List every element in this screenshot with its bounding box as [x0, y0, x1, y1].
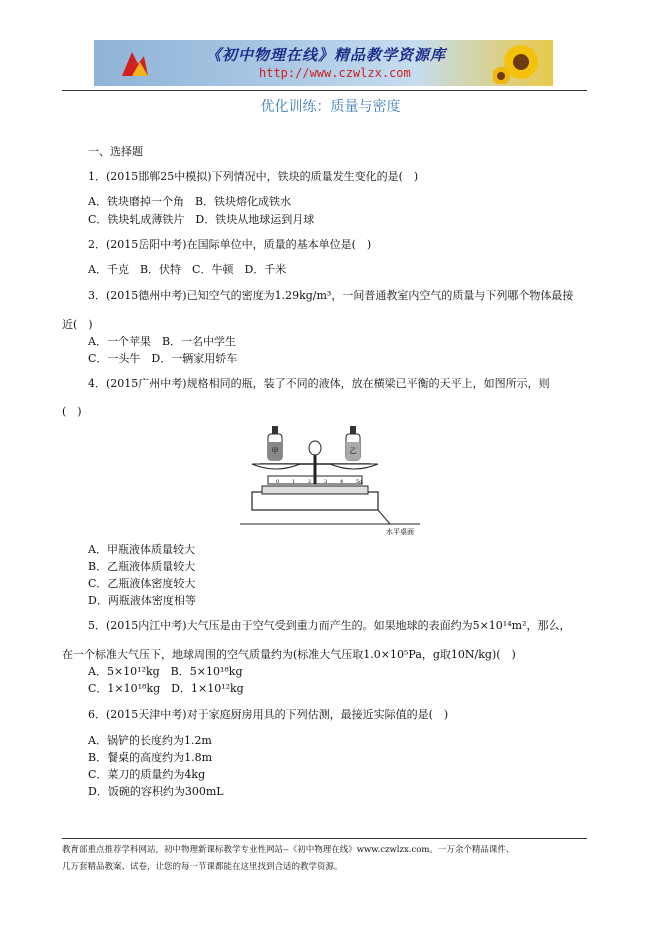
bottle-a-cap	[272, 426, 278, 434]
bottle-b-label: 乙	[349, 447, 357, 455]
banner-title: 《初中物理在线》精品教学资源库	[206, 46, 447, 64]
text-line: ( )	[62, 405, 82, 418]
footer-line-1: 教育部重点推荐学科网站，初中物理新课标教学专业性网站--《初中物理在线》www.czwlzx.com。一万余个精品课件、	[62, 845, 515, 855]
text-line: A．甲瓶液体质量较大	[88, 543, 195, 556]
balance-figure	[240, 420, 420, 536]
footer-line-2: 几万套精品教案、试卷，让您的每一节课都能在这里找到合适的教学资源。	[62, 862, 343, 872]
text-line: 在一个标准大气压下，地球周围的空气质量约为(标准大气压取1.0×10⁵Pa，g取10N/kg)( )	[62, 648, 516, 661]
site-logo	[118, 46, 152, 80]
section-heading: 一、选择题	[88, 145, 143, 158]
text-line: A．千克 B．伏特 C．牛顿 D．千米	[88, 263, 287, 276]
text-line: C．铁块轧成薄铁片 D．铁块从地球运到月球	[88, 213, 315, 226]
text-line: 2．(2015岳阳中考)在国际单位中，质量的基本单位是( )	[88, 238, 372, 251]
scale-mark: 3	[324, 479, 328, 485]
text-line: C．菜刀的质量约为4kg	[88, 768, 206, 781]
text-line: B．餐桌的高度约为1.8m	[88, 751, 213, 764]
text-line: A．一个苹果 B．一名中学生	[88, 335, 237, 348]
text-line: C．一头牛 D．一辆家用轿车	[88, 352, 238, 365]
text-line: A．5×10¹²kg B．5×10¹⁸kg	[88, 665, 243, 678]
text-line: 3．(2015德州中考)已知空气的密度为1.29kg/m³，一间普通教室内空气的质量与下列哪个物体最接	[88, 289, 574, 302]
scale-mark: 0	[276, 479, 280, 485]
scale-mark: 4	[340, 479, 344, 485]
banner-url[interactable]: http://www.czwlzx.com	[259, 66, 411, 80]
scale-mark: 2	[308, 479, 312, 485]
text-line: 6．(2015天津中考)对于家庭厨房用具的下列估测，最接近实际值的是( )	[88, 708, 449, 721]
scale-mark: 1	[292, 479, 296, 485]
text-line: 4．(2015广州中考)规格相同的瓶，装了不同的液体，放在横梁已平衡的天平上，如图所示，则	[88, 377, 550, 390]
text-line: D．两瓶液体密度相等	[88, 594, 196, 607]
text-line: B．乙瓶液体质量较大	[88, 560, 196, 573]
text-line: C．乙瓶液体密度较大	[88, 577, 196, 590]
sunflower-image	[493, 42, 549, 84]
footer-divider	[62, 838, 587, 839]
header-banner	[94, 40, 553, 86]
header-divider	[62, 90, 587, 91]
bottle-a-label: 甲	[271, 447, 279, 455]
scale-mark: 5g	[356, 479, 363, 485]
text-line: A．锅铲的长度约为1.2m	[88, 734, 212, 747]
text-line: A．铁块磨掉一个角 B．铁块熔化成铁水	[88, 195, 292, 208]
text-line: D．饭碗的容积约为300mL	[88, 785, 224, 798]
text-line: 1．(2015邯郸25中模拟)下列情况中，铁块的质量发生变化的是( )	[88, 170, 419, 183]
page-title: 优化训练：质量与密度	[260, 99, 401, 115]
text-line: C．1×10¹⁸kg D．1×10¹²kg	[88, 682, 244, 695]
text-line: 近( )	[62, 318, 93, 331]
text-line: 5．(2015内江中考)大气压是由于空气受到重力而产生的。如果地球的表面约为5×10¹⁴m²，那么，	[88, 619, 571, 632]
bottle-b-cap	[350, 426, 356, 434]
figure-caption: 水平桌面	[386, 528, 414, 536]
